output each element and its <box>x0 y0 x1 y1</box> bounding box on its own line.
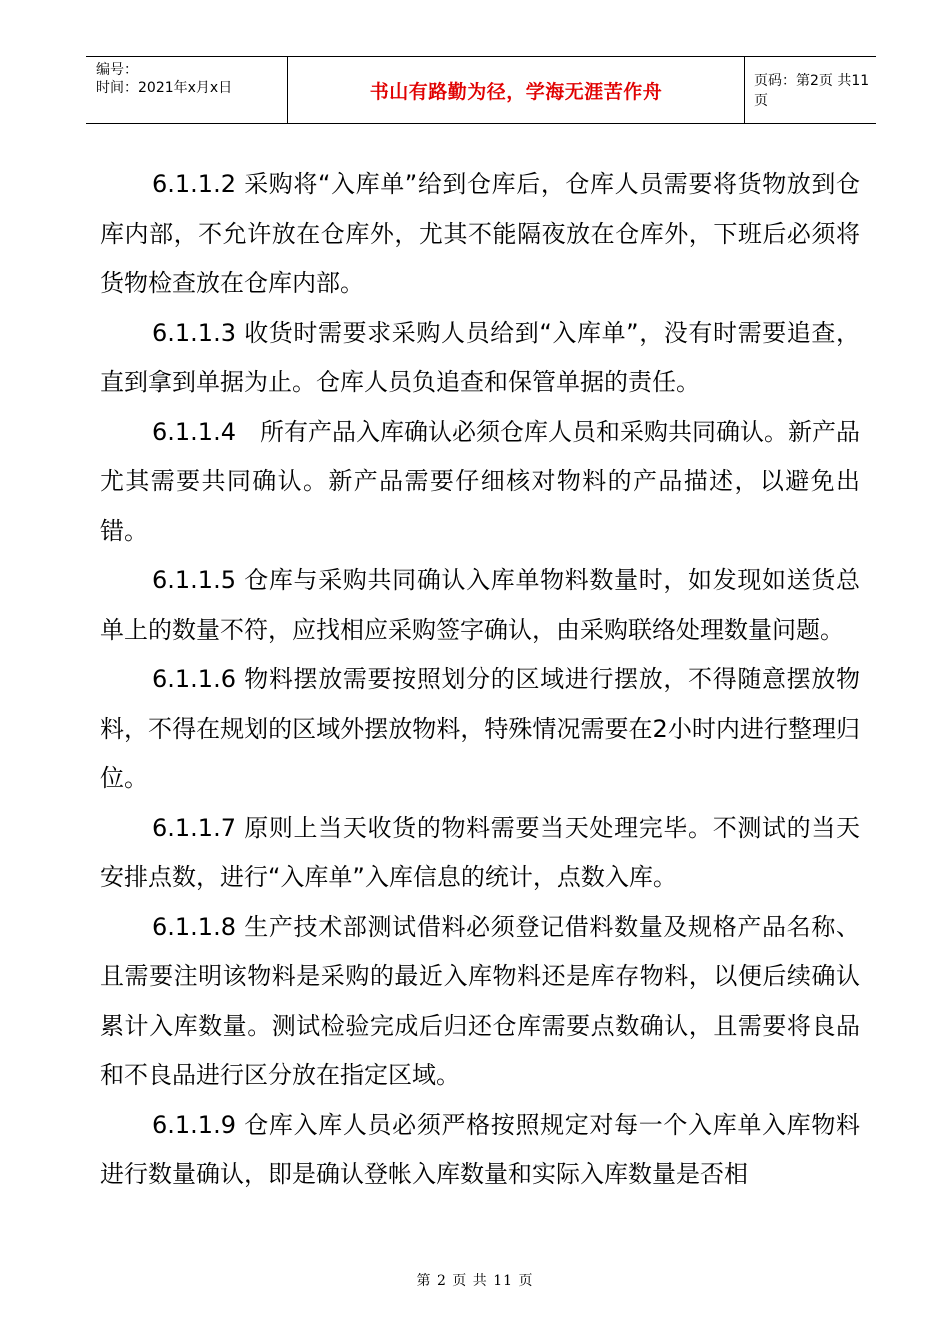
header-motto: 书山有路勤为径，学海无涯苦作舟 <box>287 57 745 123</box>
header-meta <box>86 57 286 123</box>
paragraph-6-1-1-8: 6.1.1.8 生产技术部测试借料必须登记借料数量及规格产品名称、且需要注明该物料是采购的最近入库物料还是库存物料，以便后续确认累计入库数量。测试检验完成后归还仓库需要点数确认，且需要将良品和不良品进行区分放在指定区域。 <box>100 912 860 1089</box>
paragraph-6-1-1-5: 6.1.1.5 仓库与采购共同确认入库单物料数量时，如发现如送货总单上的数量不符，应找相应采购签字确认，由采购联络处理数量问题。 <box>100 566 860 644</box>
paragraph-6-1-1-2: 6.1.1.2 采购将“入库单”给到仓库后，仓库人员需要将货物放到仓库内部，不允许放在仓库外，尤其不能隔夜放在仓库外，下班后必须将货物检查放在仓库内部。 <box>100 170 860 297</box>
paragraph-6-1-1-9: 6.1.1.9 仓库入库人员必须严格按照规定对每一个入库单入库物料进行数量确认，即是确认登帐入库数量和实际入库数量是否相 <box>100 1110 860 1188</box>
paragraph-6-1-1-6: 6.1.1.6 物料摆放需要按照划分的区域进行摆放，不得随意摆放物料，不得在规划的区域外摆放物料，特殊情况需要在2小时内进行整理归位。 <box>100 665 860 792</box>
footer-page-number: 第 2 页 共 11 页 <box>416 1273 534 1289</box>
document-time-label: 时间：2021年x月x日 <box>96 80 233 96</box>
document-number-label: 编号： <box>96 62 138 78</box>
document-body <box>100 160 860 1200</box>
paragraph-6-1-1-7: 6.1.1.7 原则上当天收货的物料需要当天处理完毕。不测试的当天安排点数，进行“入库单”入库信息的统计，点数入库。 <box>100 813 860 891</box>
paragraph-6-1-1-3: 6.1.1.3 收货时需要求采购人员给到“入库单”，没有时需要追查，直到拿到单据为止。仓库人员负追查和保管单据的责任。 <box>100 318 860 396</box>
page-footer <box>0 1270 950 1290</box>
page-header <box>86 56 876 124</box>
header-page-number: 页码：第2页 共11页 <box>754 73 870 109</box>
paragraph-6-1-1-4: 6.1.1.4 所有产品入库确认必须仓库人员和采购共同确认。新产品尤其需要共同确认。新产品需要仔细核对物料的产品描述，以避免出错。 <box>100 417 860 545</box>
